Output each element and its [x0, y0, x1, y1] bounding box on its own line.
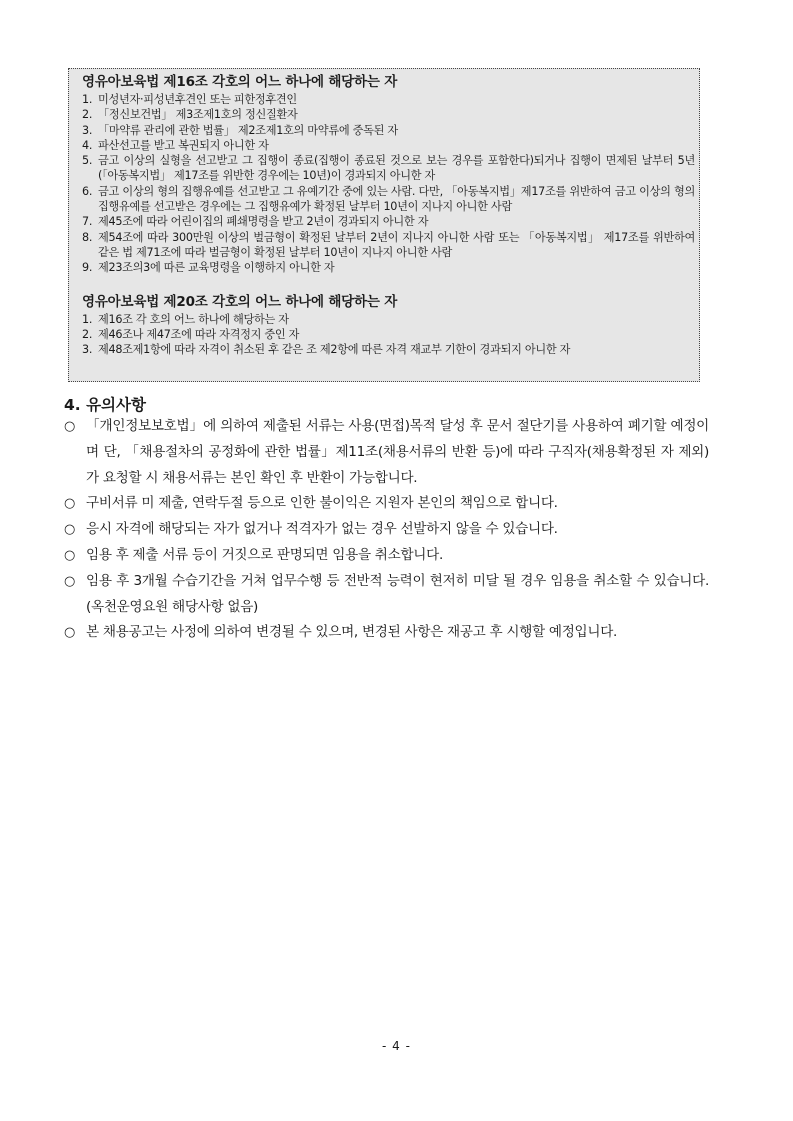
list-item: 1. 제16조 각 호의 어느 하나에 해당하는 자 [82, 312, 289, 326]
list-item: 5. 금고 이상의 실형을 선고받고 그 집행이 종료(집행이 종료된 것으로 보는 경우를 포함한다)되거나 집행이 면제된 날부터 5년(「아동복지법」 제17조를 위반한 경우에는 10년)이 경과되지 아니한 자 [82, 154, 695, 183]
disqualification-box [68, 68, 700, 382]
circle-bullet-icon: ○ [64, 419, 76, 434]
list-item: 3. 「마약류 관리에 관한 법률」 제2조제1호의 마약류에 중독된 자 [82, 123, 398, 137]
section-heading: 4. 유의사항 [64, 396, 146, 414]
list-item: 4. 파산선고를 받고 복권되지 아니한 자 [82, 138, 269, 152]
note-item: ○ 임용 후 3개월 수습기간을 거쳐 업무수행 등 전반적 능력이 현저히 미달 될 경우 임용을 취소할 수 있습니다. (옥천운영요원 해당사항 없음) [64, 569, 709, 621]
note-item: ○ 구비서류 미 제출, 연락두절 등으로 인한 불이익은 지원자 본인의 책임으로 합니다. [64, 491, 709, 517]
list-item: 2. 「정신보건법」 제3조제1호의 정신질환자 [82, 108, 298, 122]
note-item: ○ 응시 자격에 해당되는 자가 없거나 적격자가 없는 경우 선발하지 않을 수 있습니다. [64, 517, 709, 543]
list-item: 2. 제46조나 제47조에 따라 자격정지 중인 자 [82, 327, 300, 341]
list-item: 7. 제45조에 따라 어린이집의 폐쇄명령을 받고 2년이 경과되지 아니한 자 [82, 215, 429, 229]
list-item: 8. 제54조에 따라 300만원 이상의 벌금형이 확정된 날부터 2년이 지나지 아니한 사람 또는 「아동복지법」 제17조를 위반하여 같은 법 제71조에 따라 벌금형이 확정된 날부터 10년이 지나지 아니한 사람 [82, 230, 695, 259]
box-title-article16: 영유아보육법 제16조 각호의 어느 하나에 해당하는 자 [82, 74, 398, 90]
list-item: 6. 금고 이상의 형의 집행유예를 선고받고 그 유예기간 중에 있는 사람. 다만, 「아동복지법」제17조를 위반하여 금고 이상의 형의 집행유예를 선고받은 경우에는 그 집행유예가 확정된 날부터 10년이 지나지 아니한 사람 [82, 184, 695, 214]
note-item: ○ 「개인정보보호법」에 의하여 제출된 서류는 사용(면접)목적 달성 후 문서 절단기를 사용하여 폐기할 예정이며 단, 「채용절차의 공정화에 관한 법률」제11조(채용서류의 반환 등)에 따라 구직자(채용확정된 자 제외)가 요청할 시 채용서류는 본인 확인 후 반환이 가능합니다. [64, 414, 709, 491]
circle-bullet-icon: ○ [64, 496, 76, 512]
notes-list [64, 414, 709, 646]
list-item: 1. 미성년자·피성년후견인 또는 피한정후견인 [82, 93, 297, 106]
list-item: 3. 제48조제1항에 따라 자격이 취소된 후 같은 조 제2항에 따른 자격 재교부 기한이 경과되지 아니한 자 [82, 343, 571, 357]
circle-bullet-icon: ○ [64, 522, 76, 538]
circle-bullet-icon: ○ [64, 547, 76, 563]
circle-bullet-icon: ○ [64, 573, 76, 589]
note-item: ○ 임용 후 제출 서류 등이 거짓으로 판명되면 임용을 취소합니다. [64, 543, 709, 569]
list-item: 9. 제23조의3에 따른 교육명령을 이행하지 아니한 자 [82, 261, 335, 275]
circle-bullet-icon: ○ [64, 625, 76, 641]
article16-list [82, 92, 695, 276]
page-number: - 4 - [382, 1039, 411, 1053]
article20-list [82, 312, 695, 358]
note-item: ○ 본 채용공고는 사정에 의하여 변경될 수 있으며, 변경된 사항은 재공고 후 시행할 예정입니다. [64, 620, 709, 646]
box-title-article20: 영유아보육법 제20조 각호의 어느 하나에 해당하는 자 [82, 293, 398, 310]
